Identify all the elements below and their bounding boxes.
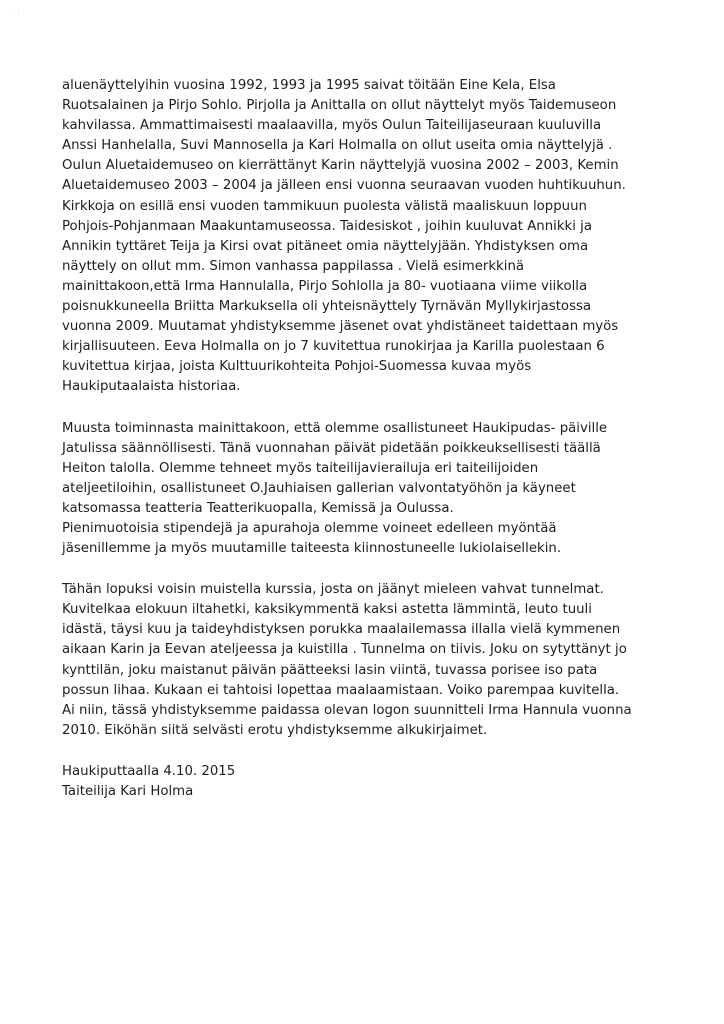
text-line: Pienimuotoisia stipendejä ja apurahoja olemme voineet edelleen myöntää bbox=[62, 520, 557, 536]
signature-block bbox=[62, 762, 682, 802]
text-line: Kuvitelkaa elokuun iltahetki, kaksikymmentä kaksi astetta lämmintä, leuto tuuli bbox=[62, 602, 592, 618]
text-line: 2010. Eiköhän siitä selvästi erotu yhdistyksemme alkukirjaimet. bbox=[62, 722, 488, 738]
text-line: Ai niin, tässä yhdistyksemme paidassa olevan logon suunnitteli Irma Hannula vuonna bbox=[62, 702, 632, 718]
text-line: poisnukkuneella Briitta Markuksella oli yhteisnäyttely Tyrnävän Myllykirjastossa bbox=[62, 299, 592, 315]
text-line: idästä, täysi kuu ja taideyhdistyksen porukka maalailemassa illalla vielä kymmenen bbox=[62, 622, 621, 638]
text-line: kuvitettua kirjaa, joista Kulttuurikohteita Pohjoi-Suomessa kuvaa myös bbox=[62, 359, 532, 375]
text-line: Tähän lopuksi voisin muistella kurssia, josta on jäänyt mieleen vahvat tunnelmat. bbox=[62, 582, 604, 598]
text-line: kirjallisuuteen. Eeva Holmalla on jo 7 kuvitettua runokirjaa ja Karilla puolestaan 6 bbox=[62, 339, 605, 355]
text-line: Ruotsalainen ja Pirjo Sohlo. Pirjolla ja Anittalla on ollut näyttelyt myös Taidemuseon bbox=[62, 98, 617, 114]
text-line: Muusta toiminnasta mainittakoon, että olemme osallistuneet Haukipudas- päiville bbox=[62, 420, 608, 436]
text-line: Aluetaidemuseo 2003 – 2004 ja jälleen ensi vuonna seuraavan vuoden huhtikuuhun. bbox=[62, 178, 626, 194]
text-line: jäsenillemme ja myös muutamille taiteesta kiinnostuneelle lukiolaisellekin. bbox=[62, 541, 562, 557]
scan-mark: · · bbox=[12, 6, 20, 15]
text-line: Annikin tyttäret Teija ja Kirsi ovat pitäneet omia näyttelyjään. Yhdistyksen oma bbox=[62, 238, 589, 254]
paragraph-gap bbox=[62, 741, 682, 762]
text-line: Anssi Hanhelalla, Suvi Mannosella ja Kari Holmalla on ollut useita omia näyttelyjä . bbox=[62, 138, 613, 154]
text-line: mainittakoon,että Irma Hannulalla, Pirjo Sohlolla ja 80- vuotiaana viime viikolla bbox=[62, 278, 588, 294]
text-line: vuonna 2009. Muutamat yhdistyksemme jäsenet ovat yhdistäneet taidettaan myös bbox=[62, 319, 619, 335]
paragraph-memories bbox=[62, 580, 682, 741]
text-line: Pohjois-Pohjanmaan Maakuntamuseossa. Taidesiskot , joihin kuuluvat Annikki ja bbox=[62, 218, 593, 234]
text-line: katsomassa teatteria Teatterikuopalla, Kemissä ja Oulussa. bbox=[62, 500, 454, 516]
letter-body bbox=[62, 76, 682, 802]
text-line: näyttely on ollut mm. Simon vanhassa pappilassa . Vielä esimerkkinä bbox=[62, 258, 525, 274]
text-line: ateljeetiloihin, osallistuneet O.Jauhiaisen gallerian valvontatyöhön ja käyneet bbox=[62, 480, 576, 496]
text-line: Heiton talolla. Olemme tehneet myös taiteilijavierailuja eri taiteilijoiden bbox=[62, 460, 539, 476]
paragraph-gap bbox=[62, 398, 682, 419]
text-line: kynttilän, joku maistanut päivän päätteeksi lasin viintä, tuvassa porisee iso pata bbox=[62, 662, 598, 678]
text-line: Kirkkoja on esillä ensi vuoden tammikuun puolesta välistä maaliskuun loppuun bbox=[62, 198, 587, 214]
text-line: aluenäyttelyihin vuosina 1992, 1993 ja 1995 saivat töitään Eine Kela, Elsa bbox=[62, 78, 556, 93]
text-line: Oulun Aluetaidemuseo on kierrättänyt Karin näyttelyjä vuosina 2002 – 2003, Kemin bbox=[62, 158, 619, 174]
text-line: possun lihaa. Kukaan ei tahtoisi lopettaa maalaamistaan. Voiko parempaa kuvitella. bbox=[62, 682, 620, 698]
text-line: aikaan Karin ja Eevan ateljeessa ja kuistilla . Tunnelma on tiivis. Joku on sytyttänyt jo bbox=[62, 642, 627, 658]
signature-place-date: Haukiputtaalla 4.10. 2015 bbox=[62, 763, 236, 779]
paragraph-exhibitions bbox=[62, 76, 682, 398]
paragraph-activities bbox=[62, 419, 682, 560]
text-line: kahvilassa. Ammattimaisesti maalaavilla, myös Oulun Taiteilijaseuraan kuuluvilla bbox=[62, 118, 602, 134]
text-line: Jatulissa säännöllisesti. Tänä vuonnahan päivät pidetään poikkeuksellisesti täällä bbox=[62, 440, 601, 456]
text-line: Haukiputaalaista historiaa. bbox=[62, 379, 241, 395]
paragraph-gap bbox=[62, 559, 682, 580]
signature-name: Taiteilija Kari Holma bbox=[62, 784, 194, 799]
